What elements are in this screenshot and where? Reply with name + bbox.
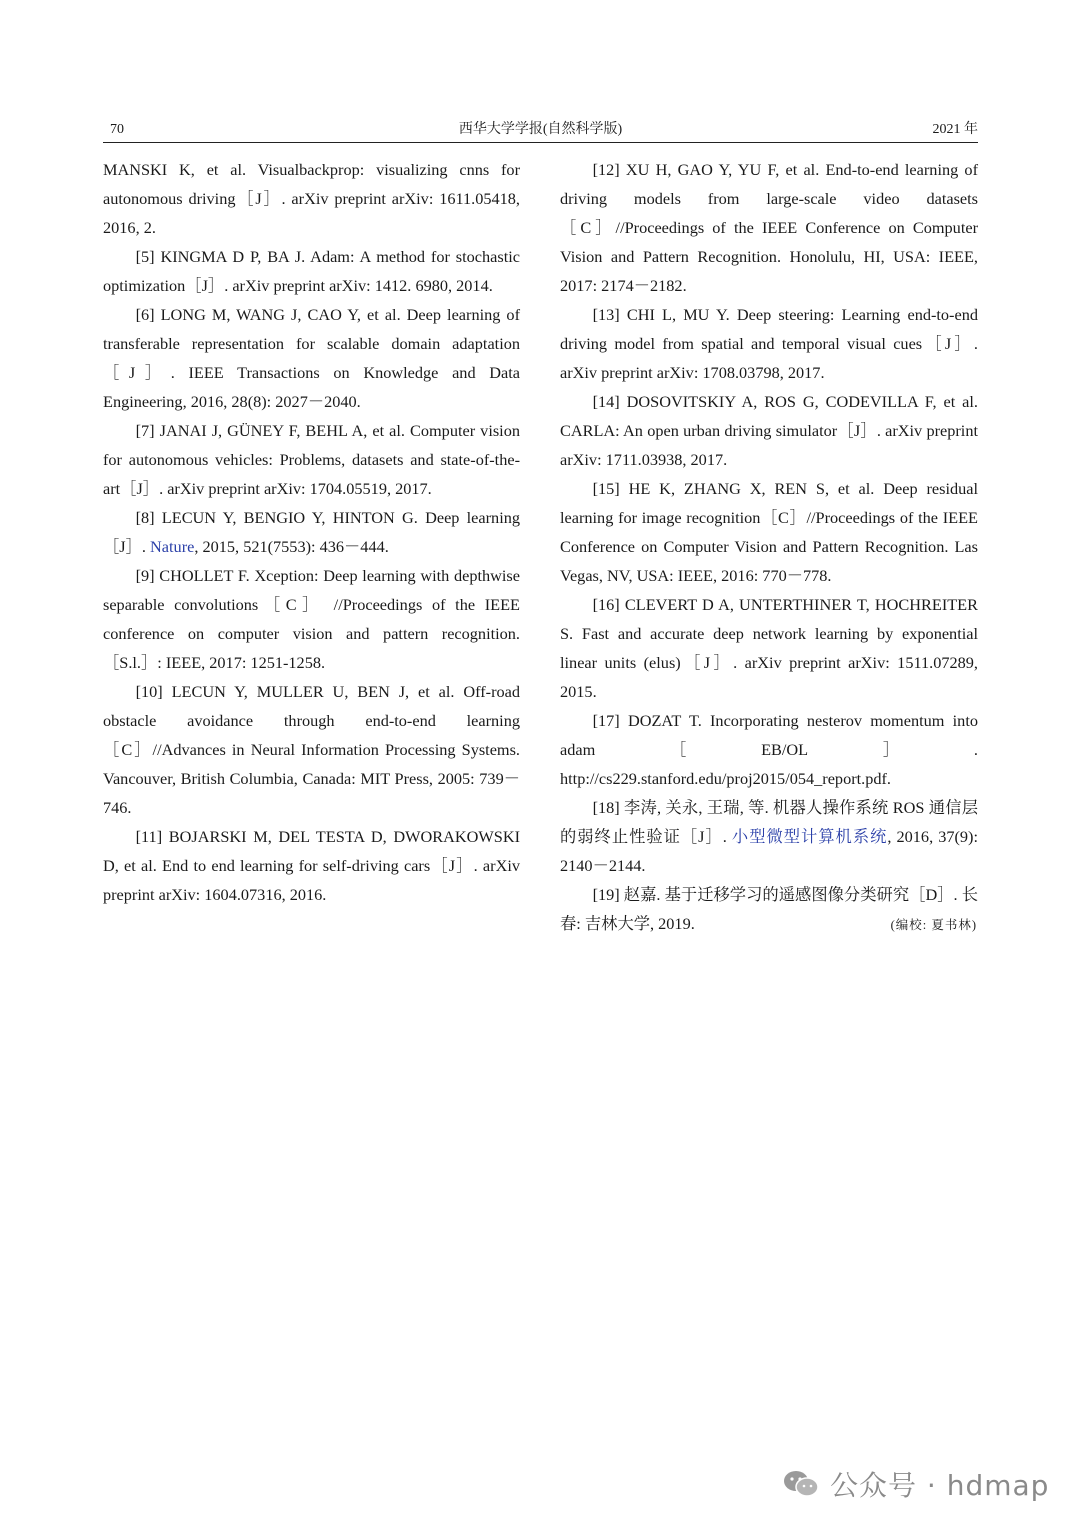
page-number: 70: [110, 122, 124, 137]
journal-link[interactable]: Nature: [150, 537, 195, 556]
journal-title: 西华大学学报(自然科学版): [458, 122, 623, 137]
reference-item: [19] 赵嘉. 基于迁移学习的遥感图像分类研究［D］. 长春: 吉林大学, 2019.: [560, 885, 978, 933]
watermark: [782, 1462, 1049, 1506]
reference-item: [10] LECUN Y, MULLER U, BEN J, et al. Off-road obstacle avoidance through end-to-end learning［C］//Advances in Neural Information Processing Systems. Vancouver, British Columbia, Canada: MIT Press, 2005: 739－746.: [103, 682, 520, 817]
journal-link[interactable]: 小型微型计算机系统: [731, 827, 888, 846]
reference-item: [13] CHI L, MU Y. Deep steering: Learning end-to-end driving model from spatial and temporal visual cues［J］. arXiv preprint arXiv: 1708.03798, 2017.: [560, 305, 978, 382]
reference-item: MANSKI K, et al. Visualbackprop: visualizing cnns for autonomous driving［J］. arXiv preprint arXiv: 1611.05418, 2016, 2.: [103, 160, 520, 237]
reference-item: [560, 793, 978, 880]
reference-text: , 2016, 37(9): 2140－2144.: [560, 827, 978, 875]
watermark-text: 公众号 · hdmap: [830, 1469, 1050, 1502]
reference-item: [17] DOZAT T. Incorporating nesterov momentum into adam［EB/OL］. http://cs229.stanford.edu/proj2015/054_report.pdf.: [560, 711, 978, 788]
reference-item: [15] HE K, ZHANG X, REN S, et al. Deep residual learning for image recognition［C］//Proceedings of the IEEE Conference on Computer Vision and Pattern Recognition. Las Vegas, NV, USA: IEEE, 2016: 770－778.: [560, 479, 978, 585]
reference-text: , 2015, 521(7553): 436－444.: [194, 537, 389, 556]
reference-item: [14] DOSOVITSKIY A, ROS G, CODEVILLA F, et al. CARLA: An open urban driving simulator［J］. arXiv preprint arXiv: 1711.03938, 2017.: [560, 392, 978, 469]
reference-item: [12] XU H, GAO Y, YU F, et al. End-to-end learning of driving models from large-scale video datasets［C］//Proceedings of the IEEE Conference on Computer Vision and Pattern Recognition. Honolulu, HI, USA: IEEE, 2017: 2174－2182.: [560, 160, 978, 295]
reference-item: [6] LONG M, WANG J, CAO Y, et al. Deep learning of transferable representation for scalable domain adaptation［J］. IEEE Transactions on Knowledge and Data Engineering, 2016, 28(8): 2027－2040.: [103, 305, 520, 411]
reference-item: [103, 503, 520, 561]
reference-text: [8] LECUN Y, BENGIO Y, HINTON G. Deep learning［J］.: [103, 508, 520, 556]
reference-item: [16] CLEVERT D A, UNTERTHINER T, HOCHREITER S. Fast and accurate deep network learning by exponential linear units (elus)［J］. arXiv preprint arXiv: 1511.07289, 2015.: [560, 595, 978, 701]
reference-text: [18] 李涛, 关永, 王瑞, 等. 机器人操作系统 ROS 通信层的弱终止性验证［J］.: [560, 798, 978, 846]
reference-item: [11] BOJARSKI M, DEL TESTA D, DWORAKOWSKI D, et al. End to end learning for self-driving cars［J］. arXiv preprint arXiv: 1604.07316, 2016.: [103, 827, 520, 904]
references-right-column: [560, 155, 978, 938]
wechat-icon: [782, 1469, 820, 1499]
running-header: [103, 118, 978, 143]
editor-note: (编校: 夏书林): [890, 918, 977, 932]
publication-year: 2021 年: [932, 122, 978, 137]
reference-item: [5] KINGMA D P, BA J. Adam: A method for stochastic optimization［J］. arXiv preprint arXiv: 1412. 6980, 2014.: [103, 247, 520, 295]
reference-item: [9] CHOLLET F. Xception: Deep learning with depthwise separable convolutions［C］ //Proceedings of the IEEE conference on computer vision and pattern recognition.［S.l.］: IEEE, 2017: 1251-1258.: [103, 566, 520, 672]
references-left-column: [103, 155, 520, 909]
reference-item: [7] JANAI J, GÜNEY F, BEHL A, et al. Computer vision for autonomous vehicles: Problems, datasets and state-of-the-art［J］. arXiv preprint arXiv: 1704.05519, 2017.: [103, 421, 520, 498]
